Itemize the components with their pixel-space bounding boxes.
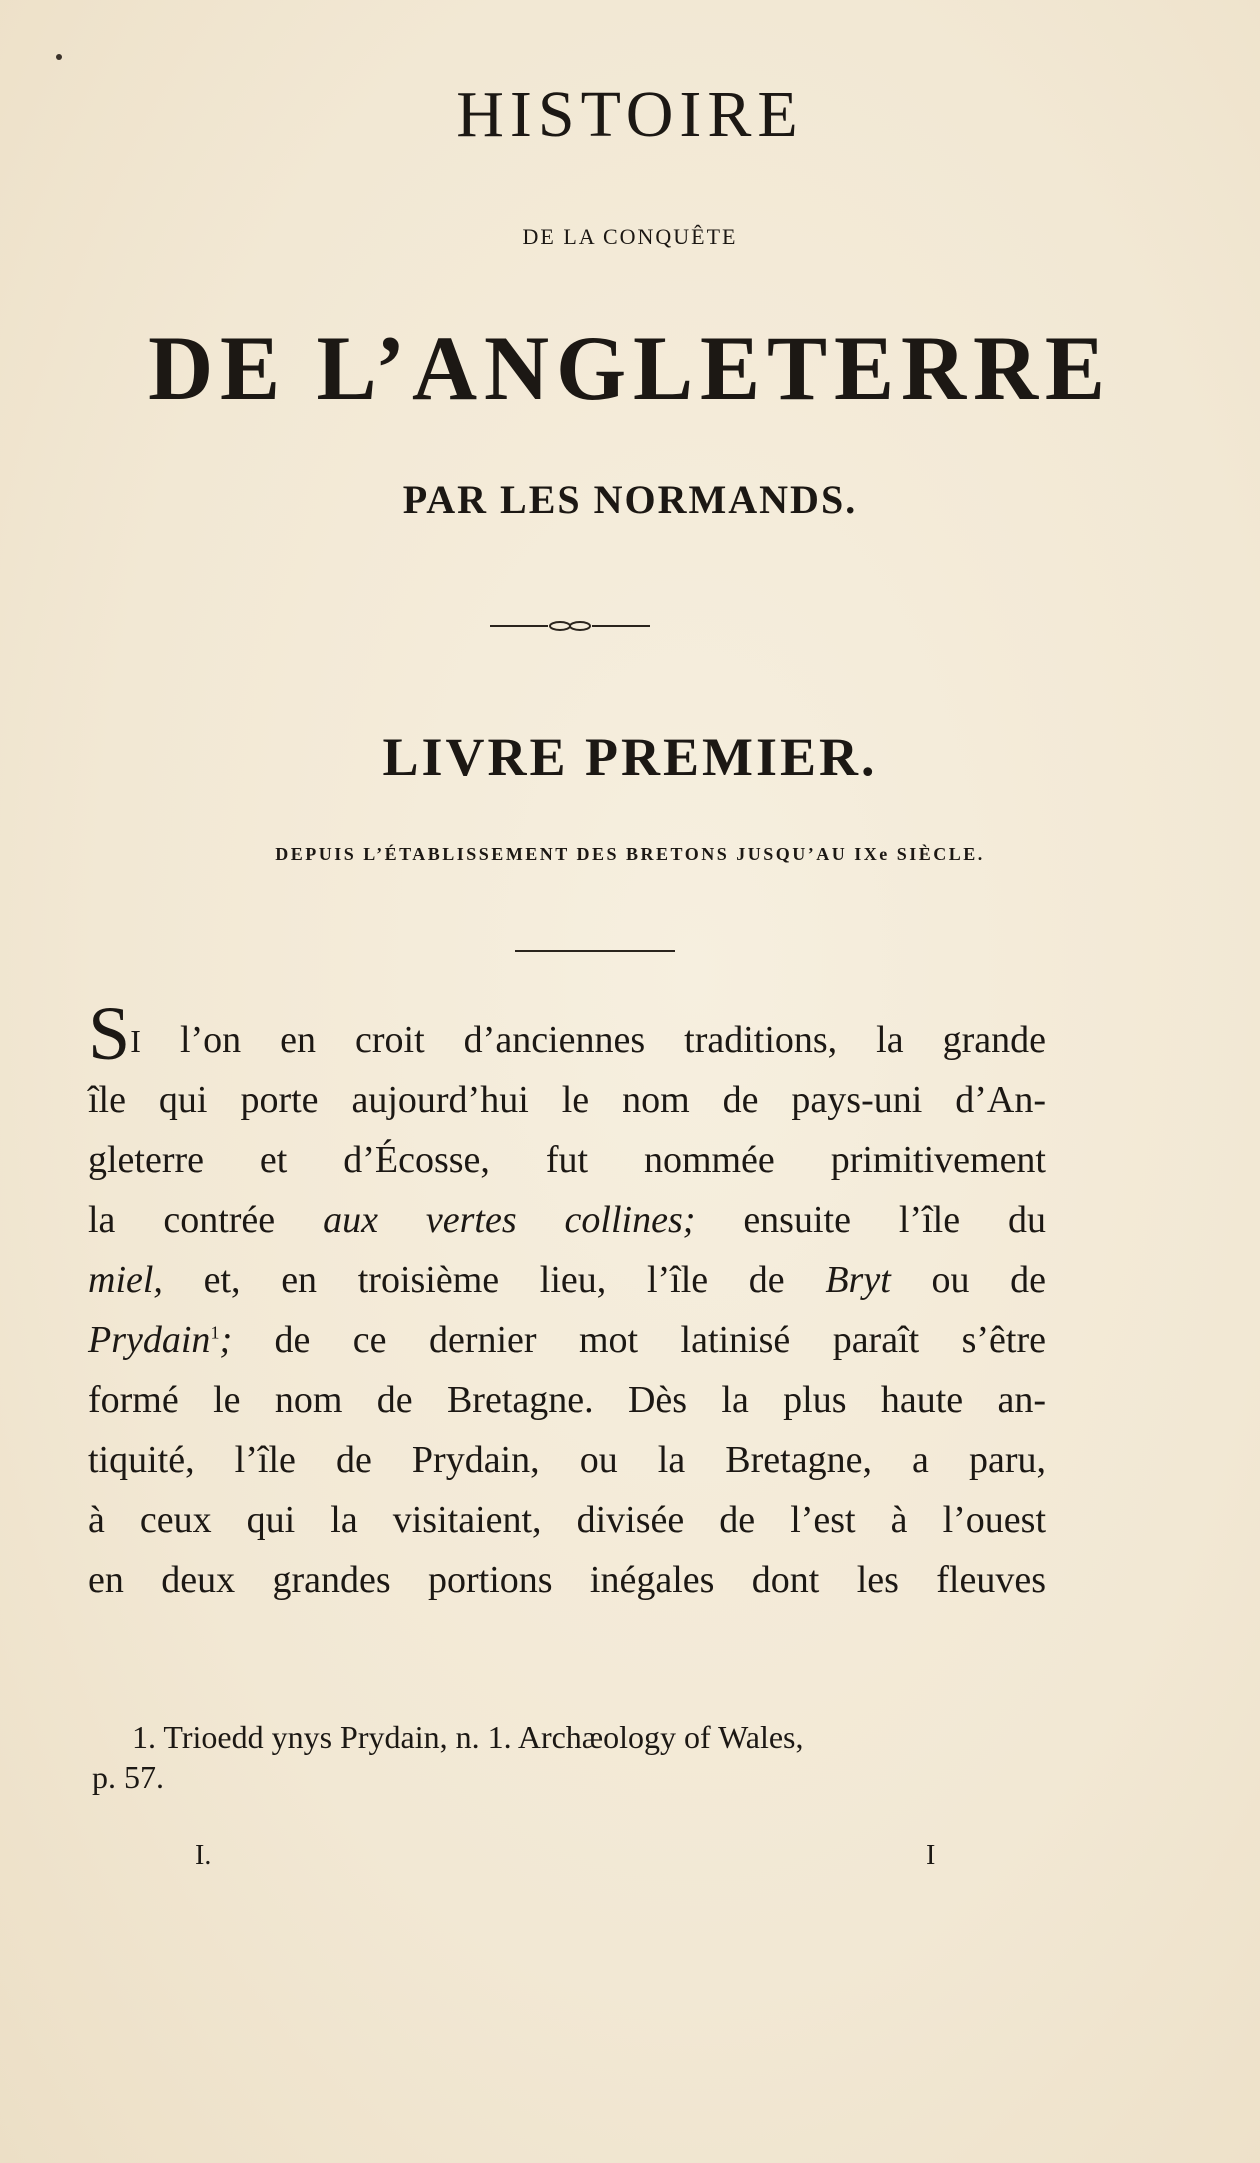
text-line: gleterre et d’Écosse, fut nommée primitivement [88, 1139, 1046, 1181]
section-rule [515, 950, 675, 952]
italic-run: aux vertes collines; [323, 1199, 696, 1241]
text-run: l’on en croit d’anciennes traditions, la grande [140, 1019, 1046, 1061]
text-line: tiquité, l’île de Prydain, ou la Bretagne, a paru, [88, 1439, 1046, 1481]
text-run: de ce dernier mot latinisé paraît s’être [232, 1319, 1046, 1361]
book-heading: LIVRE PREMIER. [382, 727, 878, 787]
footnote-line: p. 57. [92, 1759, 164, 1795]
title-angleterre: DE L’ANGLETERRE [148, 317, 1112, 419]
title-de-la-conquete: DE LA CONQUÊTE [522, 224, 738, 249]
text-run: ou de [890, 1259, 1046, 1301]
text-line: à ceux qui la visitaient, divisée de l’est à l’ouest [88, 1499, 1046, 1541]
title-histoire: HISTOIRE [456, 78, 804, 151]
italic-run: Prydain [88, 1319, 211, 1361]
text-run: la contrée [88, 1199, 324, 1241]
text-line: île qui porte aujourd’hui le nom de pays-uni d’An- [88, 1079, 1046, 1121]
footnote-ref[interactable]: 1 [210, 1322, 220, 1343]
ornament-divider-icon [490, 616, 650, 636]
drop-cap: S [88, 992, 131, 1076]
text-line [88, 1190, 1046, 1250]
italic-run: Bryt [825, 1259, 891, 1301]
text-line: formé le nom de Bretagne. Dès la plus haute an- [88, 1379, 1046, 1421]
footnote-line: 1. Trioedd ynys Prydain, n. 1. Archæology of Wales, [132, 1719, 804, 1755]
text-line [88, 992, 1046, 1076]
text-line [88, 1310, 1046, 1370]
ink-spot [56, 54, 62, 60]
title-normands: PAR LES NORMANDS. [402, 477, 858, 522]
footnote [92, 1717, 1082, 1797]
italic-run: ; [219, 1319, 233, 1361]
text-run: et, en troisième lieu, l’île de [162, 1259, 826, 1301]
text-line: en deux grandes portions inégales dont les fleuves [88, 1559, 1046, 1601]
main-paragraph [88, 992, 1046, 1610]
signature-mark: I. [195, 1840, 212, 1871]
small-cap: I [130, 1023, 141, 1059]
italic-run: miel, [88, 1259, 163, 1301]
book-subheading: DEPUIS L’ÉTABLISSEMENT DES BRETONS JUSQU’AU IXe SIÈCLE. [275, 844, 985, 864]
text-line [88, 1250, 1046, 1310]
text-run: ensuite l’île du [695, 1199, 1046, 1241]
page-number: I [926, 1840, 936, 1871]
